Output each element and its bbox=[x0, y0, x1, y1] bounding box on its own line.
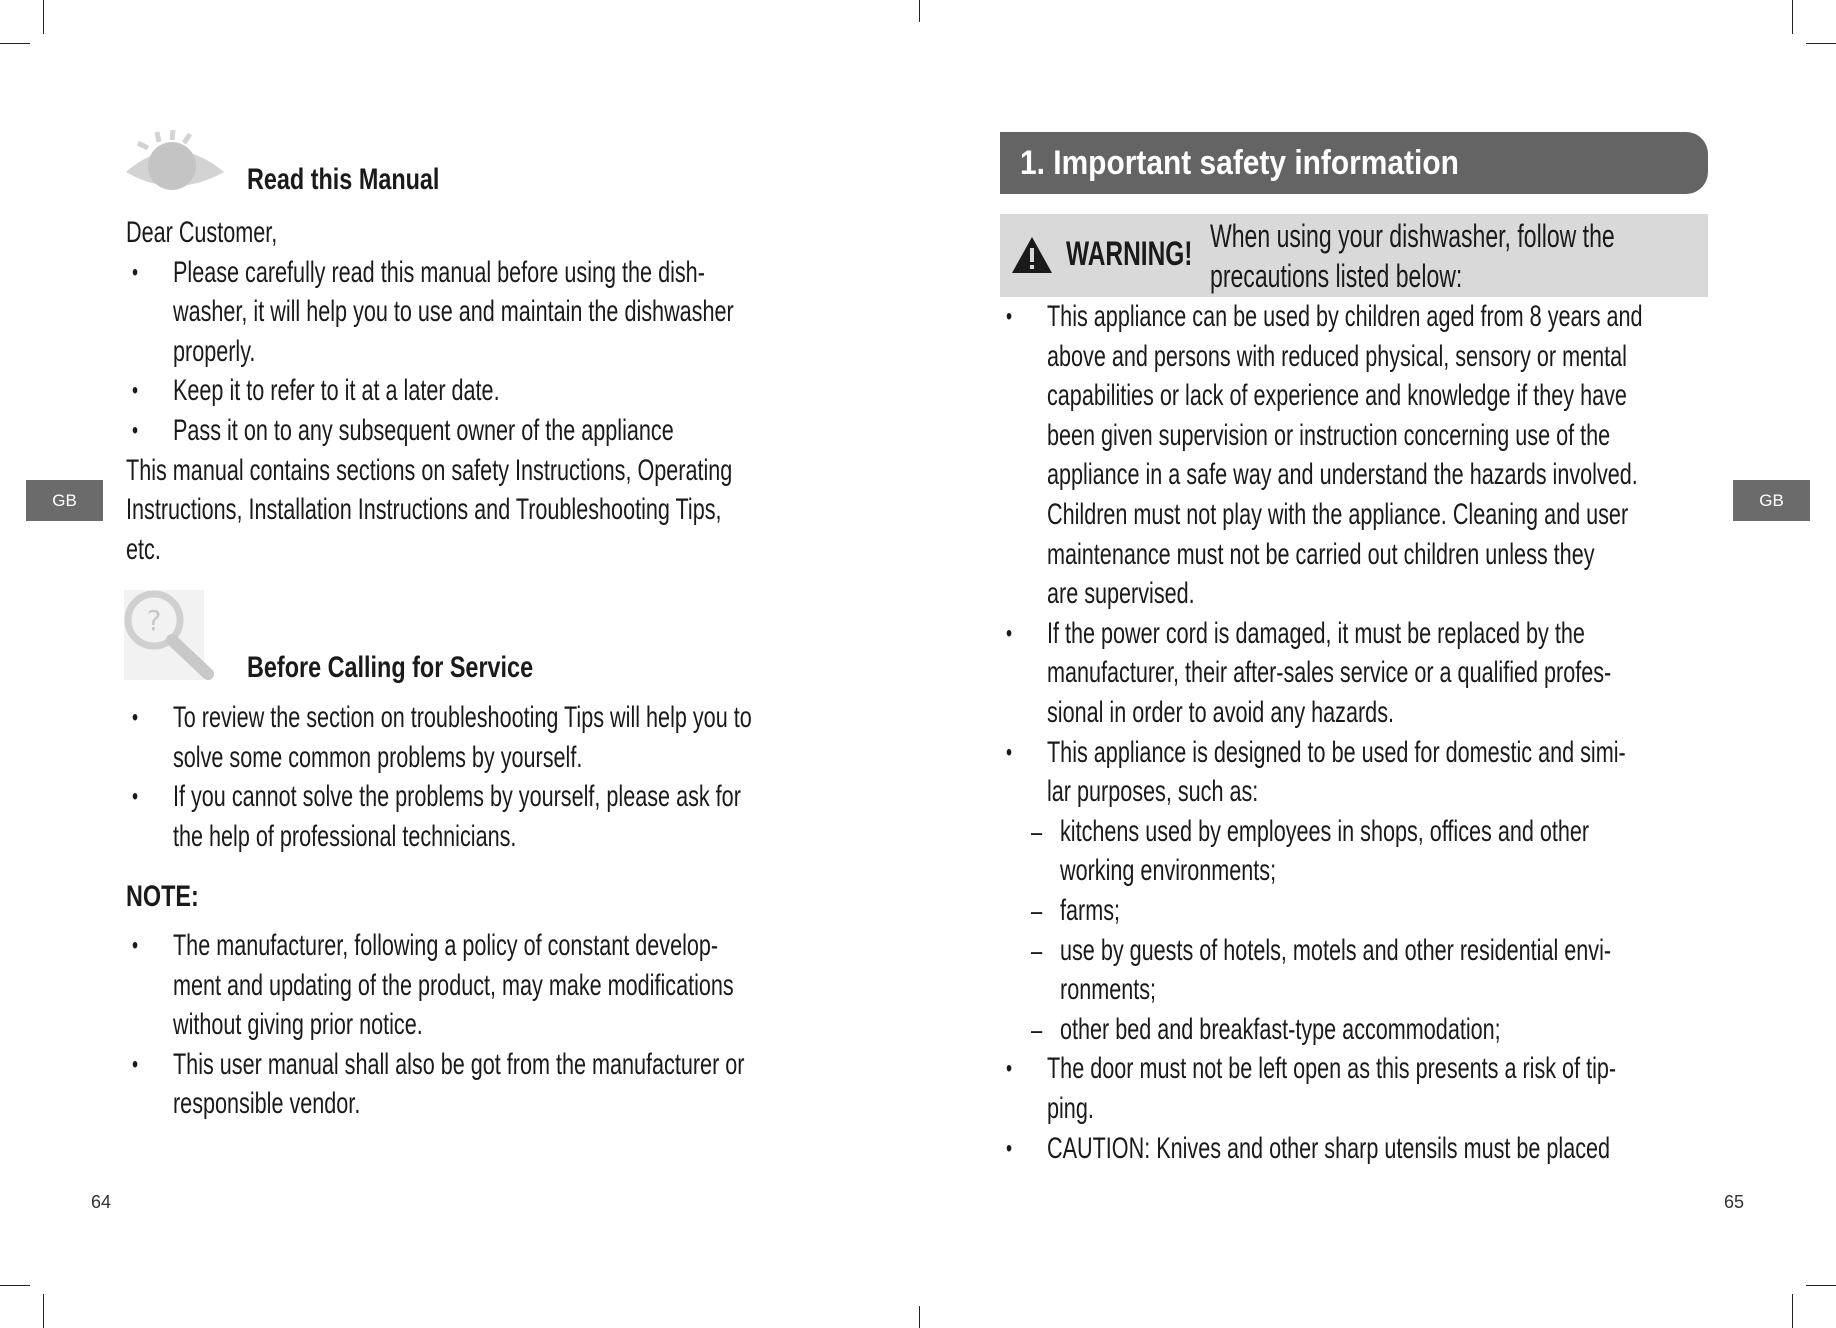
sub-item-text: working environments; bbox=[1059, 854, 1277, 888]
bullet-item-text: This appliance is designed to be used for domestic and simi- bbox=[1046, 735, 1626, 769]
warning-triangle-icon bbox=[1010, 235, 1054, 275]
language-tab-left: GB bbox=[26, 480, 103, 521]
paragraph-text: Dear Customer, bbox=[126, 216, 278, 249]
paragraph-text: without giving prior notice. bbox=[172, 1008, 423, 1042]
paragraph-text: above and persons with reduced physical, sensory or mental bbox=[1046, 339, 1627, 373]
warning-text-line2: precautions listed below: bbox=[1210, 258, 1463, 294]
section-heading: 1. Important safety information bbox=[1020, 144, 1459, 182]
page-number-right: 65 bbox=[1724, 1192, 1745, 1212]
sub-item-text: farms; bbox=[1059, 894, 1121, 927]
paragraph-text: the help of professional technicians. bbox=[172, 819, 517, 853]
bullet-icon: • bbox=[131, 377, 139, 405]
bullet-item-text: If the power cord is damaged, it must be replaced by the bbox=[1046, 616, 1585, 650]
svg-text:?: ? bbox=[146, 604, 162, 637]
sub-item-text: other bed and breakfast-type accommodation; bbox=[1059, 1012, 1501, 1046]
paragraph-text: Children must not play with the appliance. Cleaning and user bbox=[1046, 498, 1629, 531]
paragraph-text: been given supervision or instruction concerning use of the bbox=[1046, 418, 1611, 452]
bullet-icon: • bbox=[1005, 303, 1013, 330]
paragraph-text: This manual contains sections on safety Instructions, Operating bbox=[126, 453, 733, 487]
bullet-item-text: The manufacturer, following a policy of constant develop- bbox=[172, 929, 719, 962]
eye-icon bbox=[124, 130, 226, 198]
paragraph-text: Instructions, Installation Instructions and Troubleshooting Tips, bbox=[126, 493, 722, 527]
paragraph-text: ping. bbox=[1046, 1092, 1094, 1125]
bullet-icon: • bbox=[1005, 619, 1013, 647]
crop-mark bbox=[0, 1285, 30, 1286]
warning-box bbox=[1000, 214, 1708, 297]
paragraph-text: properly. bbox=[172, 334, 256, 368]
sub-item-text: ronments; bbox=[1059, 973, 1157, 1007]
bullet-item-text: This appliance can be used by children aged from 8 years and bbox=[1046, 300, 1643, 333]
paragraph-text: responsible vendor. bbox=[172, 1087, 361, 1121]
section-title-before-service: Before Calling for Service bbox=[247, 651, 534, 684]
paragraph-text: maintenance must not be carried out children unless they bbox=[1046, 537, 1595, 571]
section-heading-bar bbox=[1000, 132, 1708, 194]
bullet-item-text: Keep it to refer to it at a later date. bbox=[172, 374, 500, 408]
dash-icon: – bbox=[1030, 1013, 1043, 1045]
warning-text-line1: When using your dishwasher, follow the bbox=[1210, 218, 1615, 254]
bullet-icon: • bbox=[1005, 1055, 1013, 1083]
bullet-icon: • bbox=[1005, 738, 1013, 766]
bullet-icon: • bbox=[131, 258, 139, 286]
page-number-left: 64 bbox=[91, 1192, 112, 1212]
sub-item-text: kitchens used by employees in shops, offices and other bbox=[1059, 814, 1590, 848]
crop-mark bbox=[1806, 1285, 1836, 1286]
language-tab-right: GB bbox=[1733, 480, 1810, 521]
paragraph-text: are supervised. bbox=[1046, 577, 1195, 611]
sub-item-text: use by guests of hotels, motels and other residential envi- bbox=[1059, 933, 1612, 967]
crop-mark bbox=[1806, 43, 1836, 44]
crop-mark bbox=[919, 1306, 920, 1328]
paragraph-text: sional in order to avoid any hazards. bbox=[1046, 696, 1394, 729]
paragraph-text: appliance in a safe way and understand the hazards involved. bbox=[1046, 458, 1638, 492]
bullet-item-text: To review the section on troubleshooting Tips will help you to bbox=[172, 701, 752, 734]
bullet-item-text: The door must not be left open as this presents a risk of tip- bbox=[1046, 1052, 1617, 1086]
crop-mark bbox=[919, 0, 920, 22]
magnifier-question-icon bbox=[124, 590, 216, 682]
crop-mark bbox=[0, 43, 30, 44]
dash-icon: – bbox=[1030, 815, 1043, 847]
paragraph-text: washer, it will help you to use and maintain the dishwasher bbox=[172, 295, 734, 329]
paragraph-text: lar purposes, such as: bbox=[1046, 775, 1259, 809]
section-title-read-manual: Read this Manual bbox=[247, 163, 440, 196]
bullet-item-text: If you cannot solve the problems by yourself, please ask for bbox=[172, 780, 741, 814]
dash-icon: – bbox=[1030, 934, 1043, 966]
paragraph-text: solve some common problems by yourself. bbox=[172, 740, 583, 774]
bullet-item-text: CAUTION: Knives and other sharp utensils must be placed bbox=[1046, 1131, 1611, 1165]
bullet-icon: • bbox=[131, 704, 139, 731]
bullet-icon: • bbox=[131, 783, 139, 811]
bullet-icon: • bbox=[131, 932, 139, 959]
crop-mark bbox=[43, 1294, 44, 1328]
bullet-item-text: Please carefully read this manual before using the dish- bbox=[172, 255, 705, 289]
paragraph-text: manufacturer, their after-sales service or a qualified profes- bbox=[1046, 656, 1612, 690]
note-title: NOTE: bbox=[126, 880, 199, 913]
dash-icon: – bbox=[1030, 895, 1043, 926]
crop-mark bbox=[1792, 0, 1793, 34]
warning-label: WARNING! bbox=[1066, 235, 1193, 273]
bullet-item-text: Pass it on to any subsequent owner of the appliance bbox=[172, 414, 674, 447]
paragraph-text: capabilities or lack of experience and knowledge if they have bbox=[1046, 379, 1627, 413]
bullet-item-text: This user manual shall also be got from the manufacturer or bbox=[172, 1047, 745, 1081]
bullet-icon: • bbox=[131, 417, 139, 444]
bullet-icon: • bbox=[1005, 1134, 1013, 1162]
paragraph-text: etc. bbox=[126, 532, 161, 566]
crop-mark bbox=[43, 0, 44, 34]
crop-mark bbox=[1792, 1294, 1793, 1328]
paragraph-text: ment and updating of the product, may make modifications bbox=[172, 968, 734, 1002]
bullet-icon: • bbox=[131, 1050, 139, 1078]
